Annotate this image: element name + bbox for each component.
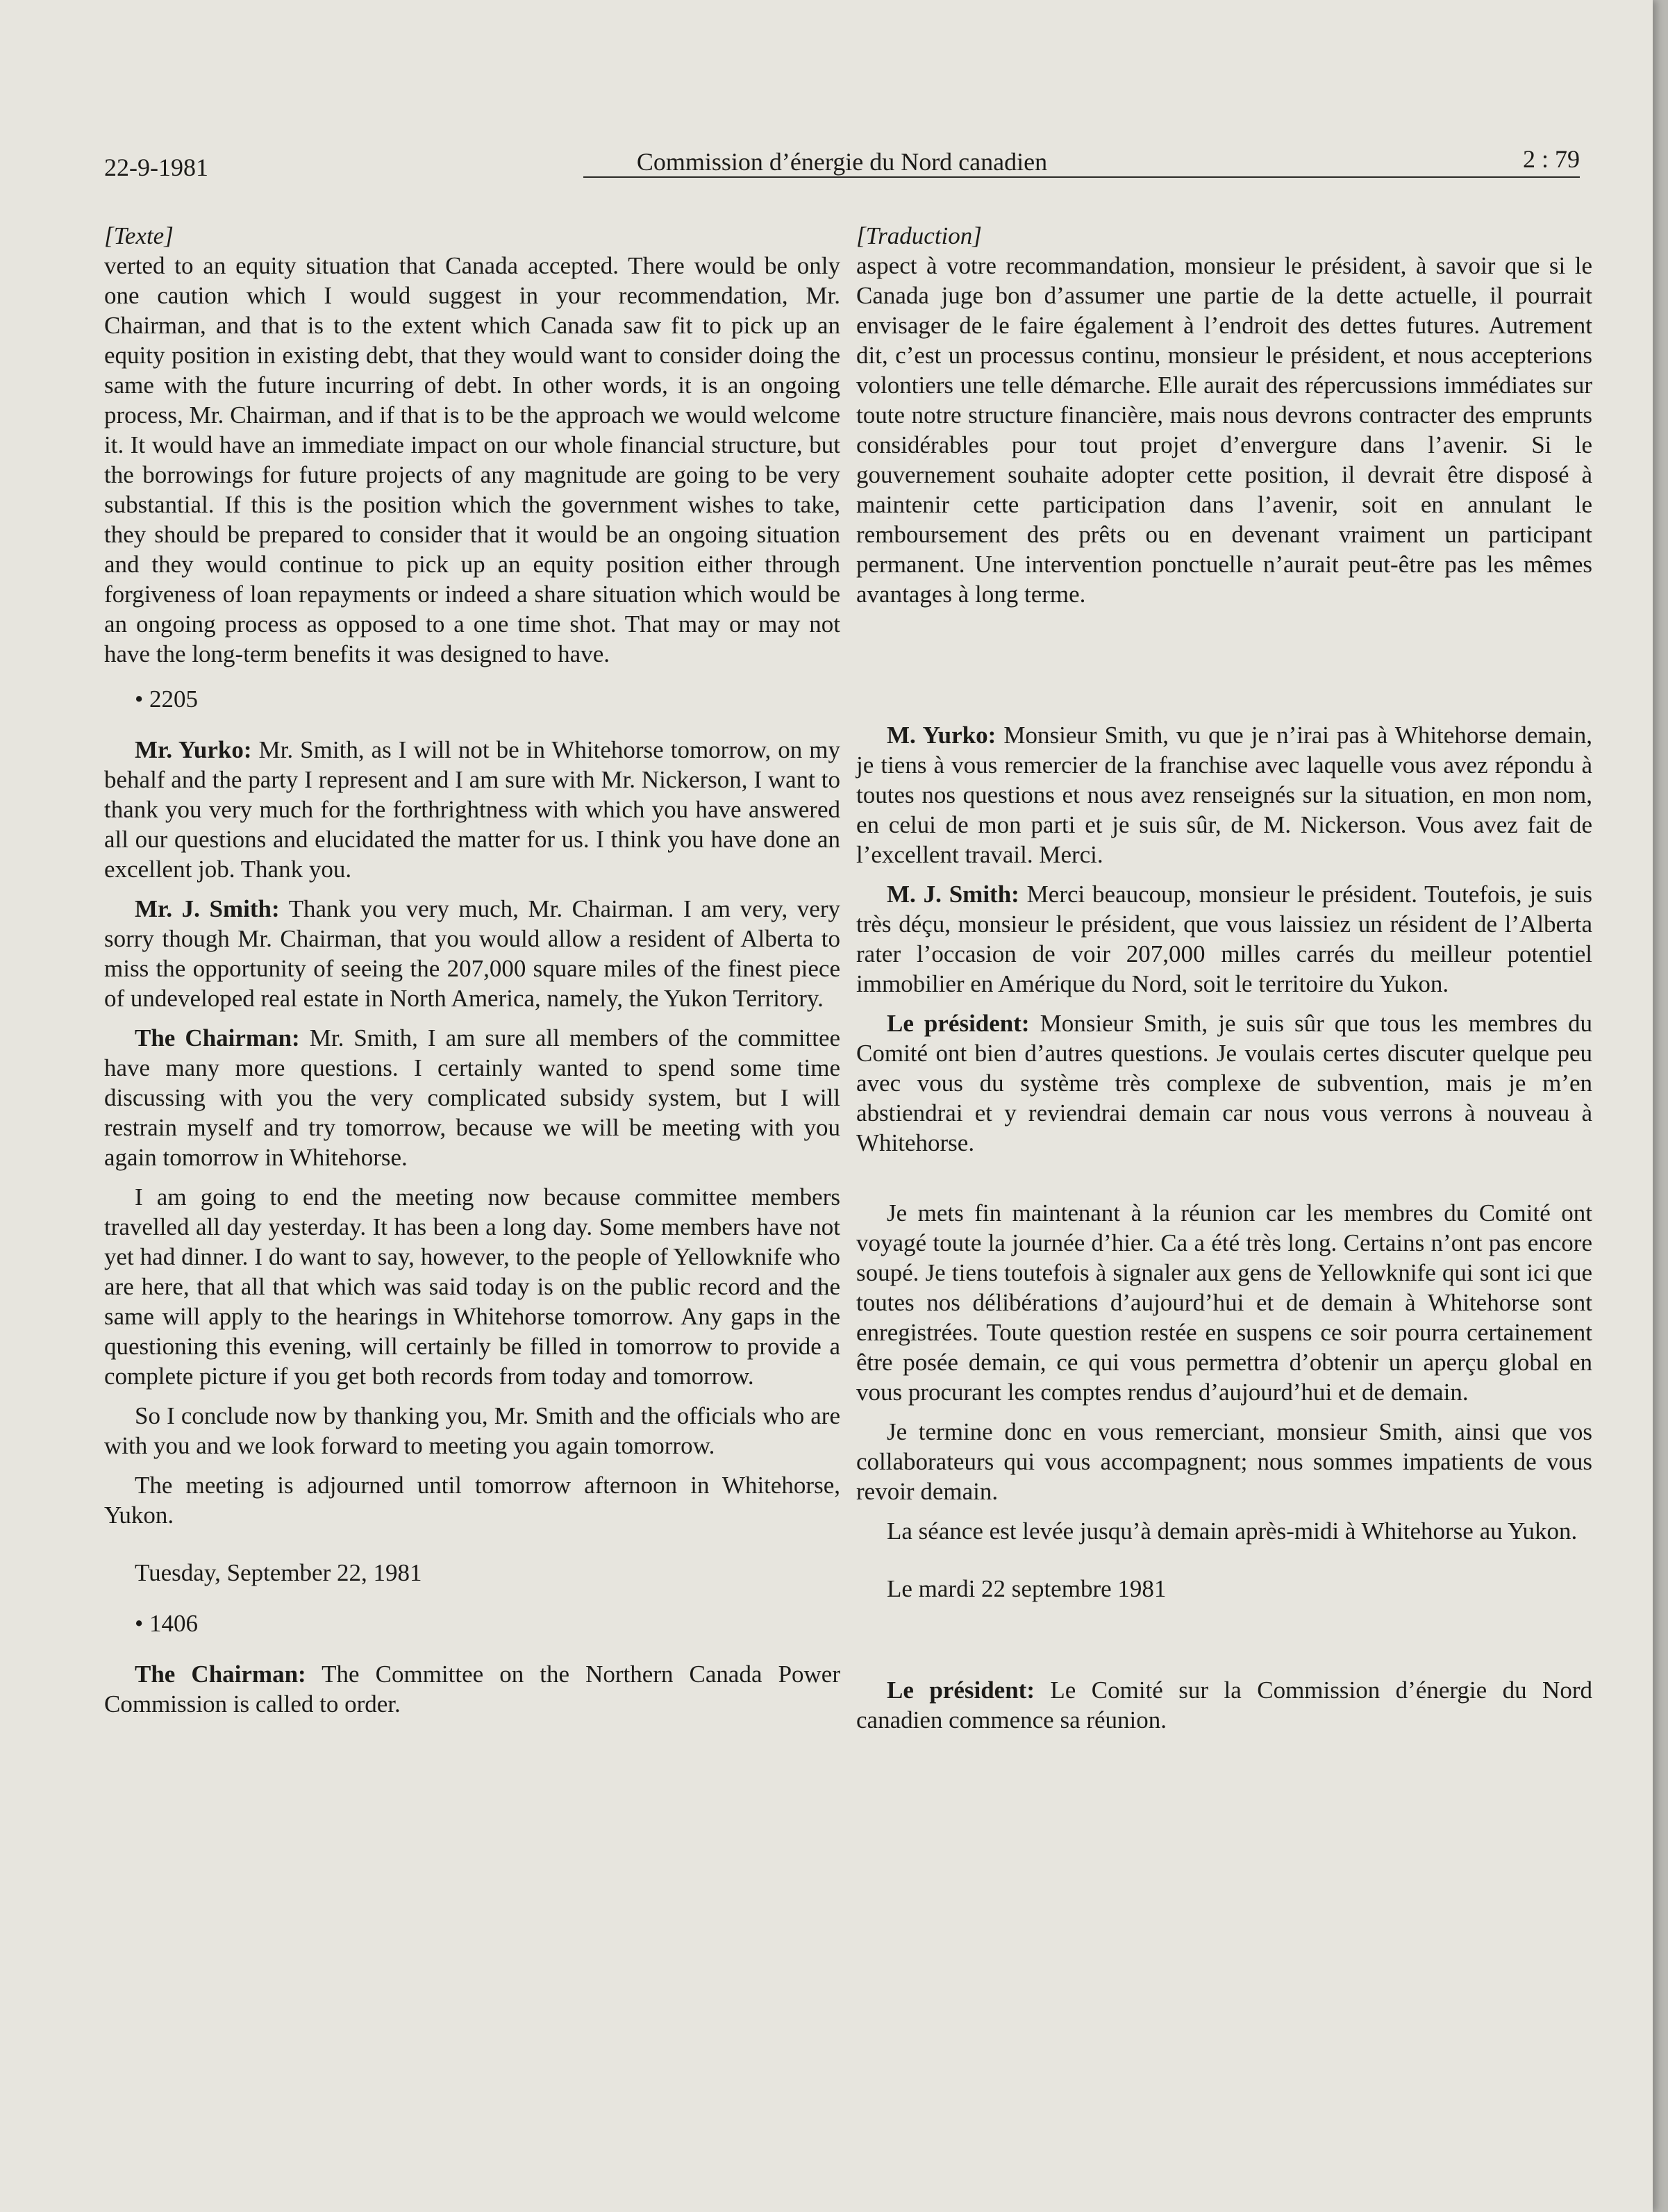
discours-yurko: M. Yurko: Monsieur Smith, vu que je n’irai pas à Whitehorse demain, je tiens à vous remercier de la franchise avec laquelle vous avez répondu à toutes nos questions et nous avez renseignés sur la situation, en mon nom, en celui de mon parti et je suis sûr, de M. Nickerson. Vous avez fait de l’excellent travail. Merci. [856, 722, 1592, 868]
page-header [104, 138, 1580, 179]
speaker-chairman: The Chairman: [135, 1024, 300, 1051]
timestamp-1406: • 1406 [135, 1610, 199, 1637]
timestamp-2205: • 2205 [135, 685, 199, 713]
speech-yurko: Mr. Yurko: Mr. Smith, as I will not be in Whitehorse tomorrow, on my behalf and the party I represent and I am sure with Mr. Nickerson, I want to thank you very much for the forthrightness with which you have answered all our questions and elucidated the matter for us. I think you have done an excellent job. Thank you. [104, 736, 841, 883]
orateur-president: Le président: [887, 1010, 1030, 1037]
paragraphe-levee: La séance est levée jusqu’à demain après-midi à Whitehorse au Yukon. [887, 1517, 1578, 1545]
french-column [856, 221, 1592, 1735]
header-title: Commission d’énergie du Nord canadien [636, 148, 1048, 176]
orateur-smith: M. J. Smith: [887, 881, 1019, 908]
ligne-date: Le mardi 22 septembre 1981 [887, 1575, 1167, 1602]
orateur-yurko: M. Yurko: [887, 722, 996, 749]
header-page-number: 2 : 79 [1522, 145, 1580, 173]
paragraph-equity: verted to an equity situation that Canada accepted. There would be only one caution which I would suggest in your recommendation, Mr. Chairman, and that is to the extent which Canada saw fit to pick up an equity position in existing debt, that they would want to consider doing the same with the future incurring of debt. In other words, it is an ongoing process, Mr. Chairman, and if that is to be the approach we would welcome it. It would have an immediate impact on our whole financial structure, but the borrowings for future projects of any magnitude are going to be very substantial. If this is the position which the government wishes to take, they should be prepared to consider that it would be an ongoing situation and they would continue to pick up an equity position either through forgiveness of loan repayments or indeed a share situation which would be an ongoing process as opposed to a one time shot. That may or may not have the long-term benefits it was designed to have. [104, 252, 840, 667]
speech-chairman: The Chairman: Mr. Smith, I am sure all members of the committee have many more questions. I certainly wanted to spend some time discussing with you the very complicated subsidy system, but I will restrain myself and try tomorrow, because we will be meeting with you again tomorrow in Whitehorse. [104, 1024, 841, 1171]
header-date: 22-9-1981 [104, 153, 208, 181]
speaker-smith: Mr. J. Smith: [135, 895, 280, 922]
paragraph-adjourned: The meeting is adjourned until tomorrow afternoon in Whitehorse, Yukon. [104, 1472, 840, 1529]
speaker-yurko: Mr. Yurko: [135, 736, 252, 763]
speech-chairman-order: The Chairman: The Committee on the Northern Canada Power Commission is called to order. [104, 1661, 840, 1718]
english-column [104, 221, 840, 1719]
paragraph-end-meeting: I am going to end the meeting now because committee members travelled all day yesterday. It has been a long day. Some members have not yet had dinner. I do want to say, however, to the people of Yellowknife who are here, that all that which was said today is on the public record and the same will apply to the hearings in Whitehorse tomorrow. Any gaps in the questioning this evening, will certainly be filled in tomorrow to provide a complete picture if you get both records from today and tomorrow. [104, 1183, 840, 1390]
discours-president-ouverture: Le président: Le Comité sur la Commission d’énergie du Nord canadien commence sa réunion. [856, 1677, 1592, 1733]
text-label: [Texte] [104, 222, 174, 249]
date-line: Tuesday, September 22, 1981 [135, 1559, 422, 1586]
paragraphe-fin-reunion: Je mets fin maintenant à la réunion car les membres du Comité ont voyagé toute la journée d’hier. Ca a été très long. Certains n’ont pas encore soupé. Je tiens toutefois à signaler aux gens de Yellowknife qui sont ici que toutes nos délibérations d’aujourd’hui et de demain à Whitehorse sont enregistrées. Toute question restée en suspens ce soir pourra certainement être posée demain, ce qui vous permettra d’obtenir un aperçu global en vous procurant les comptes rendus d’aujourd’hui et de demain. [856, 1199, 1592, 1406]
paragraph-conclude: So I conclude now by thanking you, Mr. Smith and the officials who are with you and we look forward to meeting you again tomorrow. [104, 1402, 840, 1459]
paragraphe-participation: aspect à votre recommandation, monsieur le président, à savoir que si le Canada juge bon d’assumer une partie de la dette actuelle, il pourrait envisager de le faire également à l’endroit des dettes futures. Autrement dit, c’est un processus continu, monsieur le président, et nous accepterions volontiers une telle démarche. Elle aurait des répercussions immédiates sur toute notre structure financière, mais nous devrons contracter des emprunts considérables pour tout projet d’envergure dans l’avenir. Si le gouvernement souhaite adopter cette position, il devrait être disposé à maintenir cette participation dans l’avenir, soit en annulant le remboursement des prêts ou en devenant vraiment un participant permanent. Une intervention ponctuelle n’aurait peut-être pas les mêmes avantages à long terme. [856, 252, 1592, 608]
speech-smith: Mr. J. Smith: Thank you very much, Mr. Chairman. I am very, very sorry though Mr. Chairman, that you would allow a resident of Alberta to miss the opportunity of seeing the 207,000 square miles of the finest piece of undeveloped real estate in North America, namely, the Yukon Territory. [104, 895, 840, 1012]
paragraphe-termine: Je termine donc en vous remerciant, monsieur Smith, ainsi que vos collaborateurs qui vous accompagnent; nous sommes impatients de vous revoir demain. [856, 1418, 1592, 1505]
discours-smith: M. J. Smith: Merci beaucoup, monsieur le président. Toutefois, je suis très déçu, monsieur le président, que vous laissiez un résident de l’Alberta rater l’occasion de voir 207,000 milles carrés du meilleur potentiel immobilier en Amérique du Nord, soit le territoire du Yukon. [856, 881, 1592, 997]
header-rule [583, 176, 1580, 178]
translation-label: [Traduction] [856, 222, 982, 249]
discours-president: Le président: Monsieur Smith, je suis sûr que tous les membres du Comité ont bien d’autres questions. Je voulais certes discuter quelque peu avec vous du système très complexe de subvention, mais je m’en abstiendrai et y reviendrai demain car nous vous verrons à nouveau à Whitehorse. [856, 1010, 1592, 1156]
speaker-chairman-order: The Chairman: [135, 1661, 306, 1688]
orateur-president-ouverture: Le président: [887, 1677, 1035, 1704]
